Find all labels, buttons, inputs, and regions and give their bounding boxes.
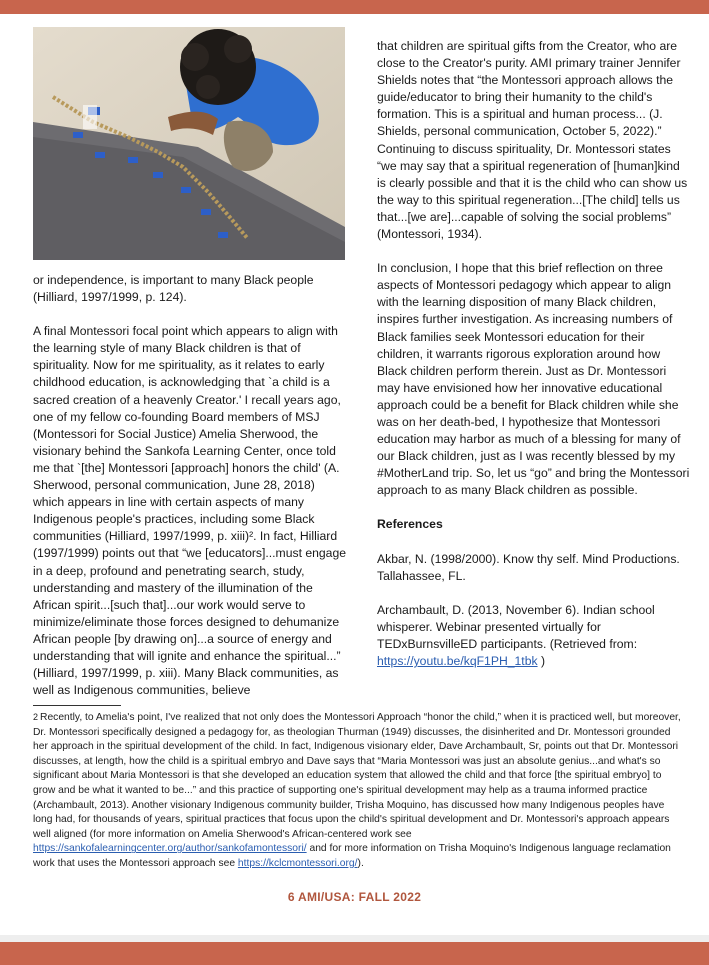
reference-archambault-text: Archambault, D. (2013, November 6). Indian school whisperer. Webinar presented virtually for TEDxBurnsvilleED participants. (Retrieved from: — [377, 602, 655, 651]
right-text-column — [377, 38, 691, 670]
footnote-text-a: Recently, to Amelia's point, I've realized that not only does the Montessori Approach “honor the child,” when it is practiced well, but moreover, Dr. Montessori specifically designed a pedagogy for, as theologian Thurman (1949) discusses, the disinherited and Dr. Montessori grounded her approach in the spiritual development of the child. In fact, Indigenous visionary elder, Dave Archambault, Sr, points out that Dr. Montessori discusses, at length, how the child is a spiritual embryo and Dave says that “Maria Montessori was just an absolute genius...and what's so significant about Maria Montessori is that she developed an education system that allowed the child and that force [the spiritual embryo] to grow and be what it wanted to be...” and this practice of supporting one's spiritual development may help as a trauma informed practice (Archambault, 2013). Another visionary Indigenous community builder, Trisha Moquino, has discussed how many Indigenous peoples have long had, for thousands of years, spiritual practices that focus upon the child's spiritual development and Dr. Montessori's approach appears well aligned (for more information on Amelia Sherwood's African-centered work see — [33, 712, 681, 840]
references-heading: References — [377, 517, 443, 532]
footnote-text-c: ). — [357, 857, 364, 869]
top-color-band — [0, 0, 709, 14]
left-text-column — [33, 272, 349, 699]
reference-archambault-end: ) — [537, 654, 546, 668]
footnote-link-kclc[interactable]: https://kclcmontessori.org/ — [237, 857, 358, 869]
bottom-color-band — [0, 942, 709, 965]
reference-archambault-link[interactable]: https://youtu.be/kqF1PH_1tbk — [377, 654, 538, 668]
footnote-link-sankofa[interactable]: https://sankofalearningcenter.org/author/sankofamontessori/ — [33, 843, 307, 855]
classroom-photo-illustration — [33, 27, 345, 260]
right-paragraph-2: In conclusion, I hope that this brief reflection on three aspects of Montessori pedagogy which appear to align with the learning disposition of many Black children, inspires further investigation. As increasing numbers of Black families seek Montessori education for their children, it warrants rigorous exploration around how Black children perform therein. Just as Dr. Montessori may have envisioned how her innovative educational approach could be a benefit for Black children while she was on her death-bed, I hypothesize that Montessori education may harbor as much of a blessing for many of our Black children, just as I was recently blessed by my #MotherLand trip. So, let us “go” and bring the Montessori approach to as many Black children as possible. — [377, 261, 690, 498]
reference-archambault — [377, 602, 691, 670]
footnote — [33, 710, 681, 872]
classroom-photo — [33, 27, 345, 260]
left-paragraph-1: or independence, is important to many Black people (Hilliard, 1997/1999, p. 124). — [33, 273, 314, 305]
page-footer: 6 AMI/USA: FALL 2022 — [287, 890, 422, 904]
footnote-marker: 2 — [33, 712, 39, 722]
footnote-text-b: and for more information on Trisha Moquino's Indigenous language reclamation work that uses the Montessori approach see — [33, 843, 671, 869]
right-paragraph-1: that children are spiritual gifts from the Creator, who are close to the Creator's purity. AMI primary trainer Jennifer Shields notes that “the Montessori approach allows the guide/educator to bring their humanity to the child's formation. This is a spiritual and human process... (J. Shields, personal communication, October 5, 2022).” Continuing to discuss spirituality, Dr. Montessori states “we may say that a spiritual regeneration of [human]kind is clearly possible and that it is the child who can show us the way to this spiritual regeneration...[The child] tells us that...[we are]...capable of solving the social problems” (Montessori, 1934). — [377, 39, 688, 242]
reference-akbar: Akbar, N. (1998/2000). Know thy self. Mind Productions. Tallahassee, FL. — [377, 551, 680, 583]
bottom-band-shadow — [0, 935, 709, 942]
left-paragraph-2: A final Montessori focal point which appears to align with the learning style of many Black children is that of spirituality. Now for me spirituality, as it relates to early childhood education, is acknowledging that `a child is a sacred creation of a heavenly Creator.' I recall years ago, one of my fellow co-founding Board members of MSJ (Montessori for Social Justice) Amelia Sherwood, the visionary behind the Sankofa Learning Center, once told me that `[the] Montessori [approach] honors the child' (A. Sherwood, personal communication, June 28, 2018) which appears in line with certain aspects of many Indigenous people's practices, including some Black communities (Hilliard, 1997/1999, p. xiii)². In fact, Hilliard (1997/1999) points out that “we [educators]...must engage in a deep, profound and penetrating search, study, understanding and mastery of the illumination of the African spirit...[such that]...our work would serve to minimize/eliminate those forces designed to dehumanize African people [by drawing on]...a source of energy and understanding that will ignite and enhance the spiritual...” (Hilliard, 1997/1999, p. xiii). Many Black communities, as well as Indigenous communities, believe — [33, 324, 347, 698]
footnote-divider — [33, 705, 121, 706]
